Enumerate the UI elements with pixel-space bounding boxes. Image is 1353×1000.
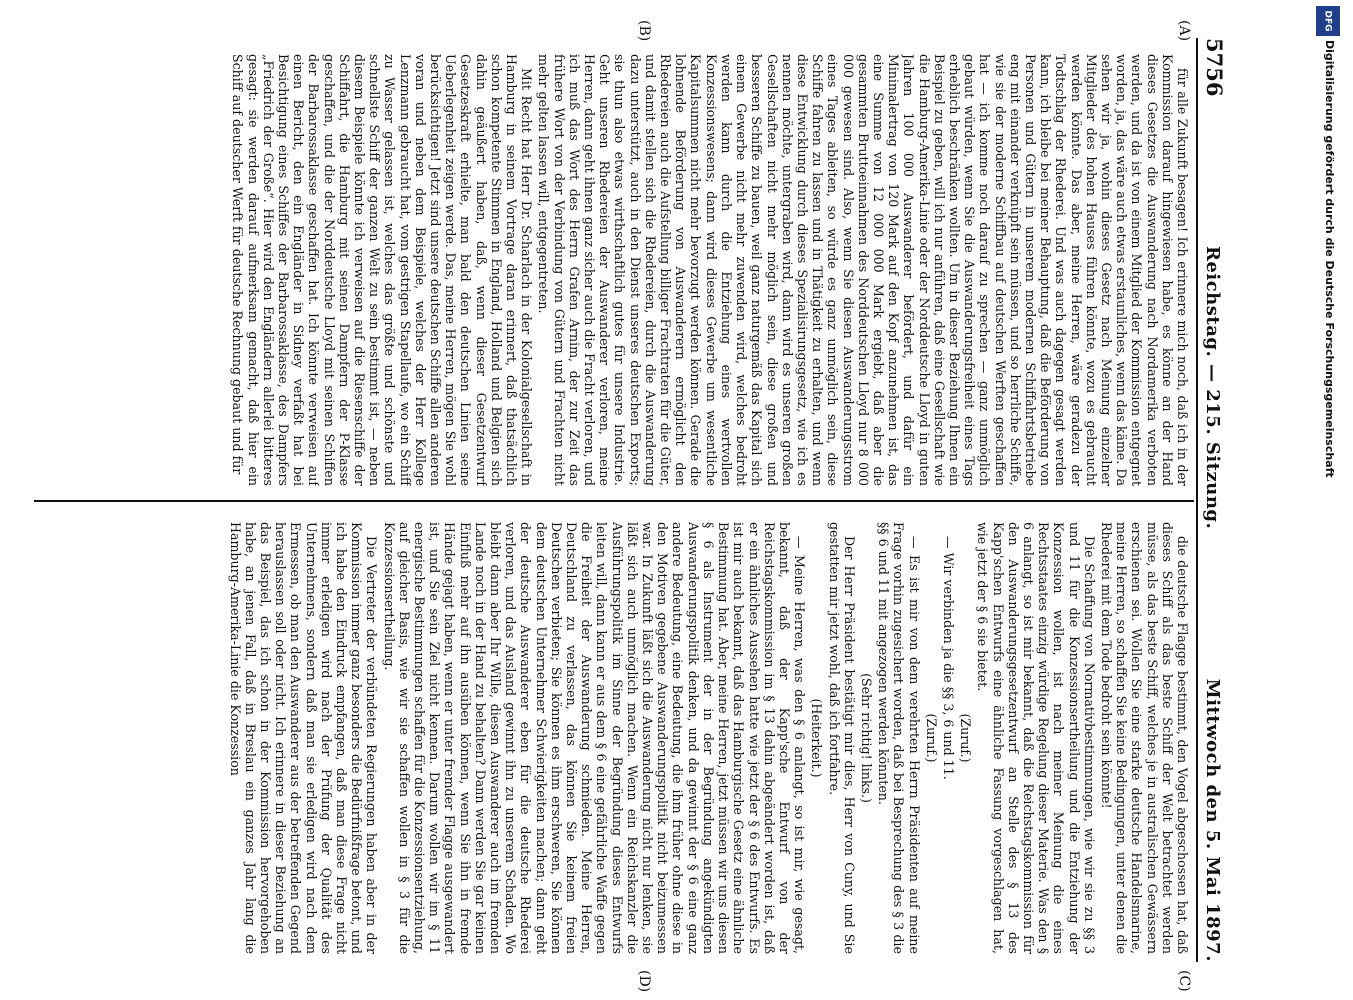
page-header xyxy=(1202,38,1232,962)
session-title: Reichstag. — 215. Sitzung. xyxy=(1202,245,1223,530)
margin-mark-d: (D) xyxy=(636,970,652,993)
margin-mark-c: (C) xyxy=(1176,970,1192,992)
paragraph: — Wir verbinden ja die §§ 3, 6 und 11. xyxy=(940,536,956,780)
paragraph: — Es ist mir von dem verehrten Herrn Präsidenten auf meine Frage vorhin zugesichert worden, daß bei Besprechung des § 3 die §§ 6 und 11 mit angezogen werden könnten. xyxy=(876,522,922,954)
interjection: (Sehr richtig! links.) xyxy=(858,673,874,803)
session-date: Mittwoch den 5. Mai 1897. xyxy=(1202,678,1223,962)
dfg-logo xyxy=(1316,6,1340,36)
paragraph: Die Schaffung von Normativbestimmungen, wie wir sie zu §§ 3 und 11 für die Konzessionsertheilung und die Entziehung der Konzession wollen, ist nach meiner Meinung die eines Rechtsstaates einzig würdige Regelung dieser Materie. Was den § 6 anlangt, so ist mir bekannt, daß die Reichstagskommission für den Auswanderungsgesetzentwurf an Stelle des § 13 des Kapp'schen Entwurfs eine ähnliche Fassung vorgeschlagen hat, wie jetzt der § 6 sie bietet. xyxy=(975,522,1097,954)
paragraph: die deutsche Flagge bestimmt, den Vogel abgeschossen hat, daß dieses Schiff als das beste Schiff der Welt betrachtet werden müsse, als das beste Schiff, welches je in australischen Gewässern erschienen sei. Wollen Sie eine starke deutsche Handelsmarine, meine Herren, so schaffen Sie keine Bedingungen, unter denen die Rhederei mit dem Tode bedroht sein könnte! xyxy=(1098,522,1190,954)
column-divider xyxy=(34,500,1194,502)
interjection: (Heiterkeit.) xyxy=(809,698,825,778)
paragraph: Die Vertreter der verbündeten Regierungen haben aber in der Kommission immer ganz besonders die Bedürfnißfrage betont, und ich habe den Eindruck empfangen, daß man diese Frage nicht immer erledigen wird nach der Prüfung der Qualität des Unternehmens, sondern daß man sie erledigen wird nach dem Ermessen, ob man den Auswanderer aus der betreffenden Gegend herauslassen soll oder nicht. Ich erinnere in dieser Beziehung an das Beispiel, das ich schon in der Kommission hervorgehoben habe, an jenen Fall, daß in Breslau ein ganzes Jahr lang die Hamburg-Amerika-Linie die Konzession xyxy=(227,522,380,954)
paragraph: Mit Recht hat Herr Dr. Scharlach in der Kolonialgesellschaft in Hamburg in seinem Vortrage daran erinnert, daß thatsächlich schon kompetente Stimmen in England, Holland und Belgien sich dahin geäußert haben, daß, wenn dieser Gesetzentwurf Gesetzeskraft erhielte, man bald den deutschen Linien seine Ueberlegenheit zeigen werde. Das, meine Herren, mögen Sie wohl berücksichtigen! Jetzt sind unsere deutschen Schiffe allen anderen voran und neben dem Beispiele, welches der Herr Kollege Lenzmann gebraucht hat, vom gestrigen Stapellaufe, wo ein Schiff zu Wasser gelassen ist, welches das größte und schönste und schnellste Schiff der ganzen Welt zu sein bestimmt ist, — neben diesem Beispiele könnte ich verweisen auf die Riesenschiffe der Schiffahrt, die Hamburg mit seinen Dampfern der P-Klasse geschaffen, und die der Norddeutsche Lloyd mit seinen Schiffen der Barbarossaklasse geschaffen hat. Ich könnte verweisen auf einen Bericht, den ein Engländer in Sidney verfaßt hat bei Besichtigung eines Schiffes der Barbarossaklasse, des Dampfers „Friedrich der Große“. Hier wird den Engländern allerlei bitteres gesagt: sie werden darauf aufmerksam gemacht, daß hier ein Schiff auf deutscher Werft für deutsche Rechnung gebaut und für xyxy=(230,54,535,486)
interjection: (Zuruf.) xyxy=(958,713,974,763)
dfg-logo-text: DFG xyxy=(1322,10,1333,32)
header-rule xyxy=(1196,38,1198,962)
credit-text: Digitalisierung gefördert durch die Deutsche Forschungsgemeinschaft xyxy=(1323,40,1336,478)
interjection: (Zuruf.) xyxy=(923,713,939,763)
paragraph: — Meine Herren, was den § 6 anlangt, so ist mir, wie gesagt, bekannt, daß der Kapp'sche Entwurf von der Reichstagskommission im § 13 dahin abgeändert worden ist, daß er ein ähnliches Aussehen hatte wie jetzt der § 6 des Entwurfs. Es ist mir auch bekannt, daß das Hamburgische Gesetz eine ähnliche Bestimmung hat. Aber, meine Herren, jetzt müssen wir uns diesen § 6 als Instrument der in der Begründung angekündigten Auswanderungspolitik denken, und da gewinnt der § 6 eine ganz andere Bedeutung, eine Bedeutung, die ihm früher ohne diese in den Motiven gegebene Auswanderungspolitik nicht beizumessen war. In Zukunft läßt sich die Auswanderung nicht nur lenken, sie läßt sich auch unmöglich machen. Wenn ein Reichskanzler die Ausführungspolitik im Sinne der Begründung dieses Entwurfs leiten will, dann kann er aus dem § 6 eine gefährliche Waffe gegen die Freiheit der Auswanderung schmieden. Meine Herren, Deutschland zu verlassen, das können Sie keinem freien Deutschen verbieten; Sie können es ihm erschweren, Sie können dem deutschen Unternehmer Schwierigkeiten machen; dann geht der deutsche Auswanderer eben für die deutsche Rhederei verloren, und das Ausland gewinnt ihn zu unserem Schaden. Wo bleibt dann aber Ihr Wille, diesen Auswanderer auch im fremden Lande noch in der Hand zu behalten? Dann werden Sie gar keinen Einfluß mehr auf ihn ausüben können, wenn Sie ihn in fremde Hände gejagt haben, wenn er unter fremder Flagge ausgewandert ist, und Sie sein Ziel nicht kennen. Darum wollen wir im § 11 energische Bestimmungen schaffen für die Konzessionsentziehung, auf gleicher Basis, wie wir sie schaffen wollen in § 3 für die Konzessionsertheilung. xyxy=(381,522,808,954)
left-column xyxy=(30,54,1190,486)
digitization-credit xyxy=(1318,40,1340,960)
paragraph: für alle Zukunft besagen! Ich erinnere mich noch, daß ich in der Kommission darauf hingewiesen habe, es könne an der Hand dieses Gesetzes die Auswanderung nach Nordamerika verboten werden, und da ist von einem Mitglied der Kommission entgegnet worden, ja, das wäre auch etwas erstaunliches, wenn das käme. Da sehen wir ja, wohin dieses Gesetz nach Meinung einzelner Mitglieder des hohen Hauses führen könnte, wozu es gebraucht werden könnte. Das aber, meine Herren, wäre geradezu der Todtschlag der Rhederei. Und was auch dagegen gesagt werden kann, ich bleibe bei meiner Behauptung, daß die Beförderung von Personen und Gütern in unserem modernen Schiffahrtsbetriebe eng mit einander verknüpft sein müssen, und so herrliche Schiffe, wie sie der moderne Schiffbau auf deutschen Werften geschaffen hat — ich komme noch darauf zu sprechen — ganz unmöglich gebaut würden, wenn Sie die Auswanderungsfreiheit eines Tags erheblich beschränken wollten. Um in dieser Beziehung Ihnen ein Beispiel zu geben, will ich nur anführen, daß eine Gesellschaft wie die Hamburg-Amerika-Linie oder der Norddeutsche Lloyd in guten Jahren 100 000 Auswanderer befördert, und dafür ein Minimalertrag von 120 Mark auf den Kopf anzunehmen ist, das eine Summe von 12 000 000 Mark ergiebt, daß aber die gesammten Bruttoeinnahmen des Norddeutschen Lloyd nur 8 000 000 gewesen sind. Also, wenn Sie diesen Auswanderungsstrom eines Tages ableiten, so würde es ganz unmöglich sein, diese Schiffe fahren zu lassen und in Thätigkeit zu erhalten, und wenn diese Entwicklung durch dieses Spezialisirungsgesetz, wie ich es nennen möchte, untergraben wird, dann wird es unseren großen Gesellschaften nicht mehr möglich sein, diese großen und besseren Schiffe zu bauen, weil ganz naturgemäß das Kapital sich einem Gewerbe nicht mehr zuwenden wird, welches bedroht werden kann durch die Entziehung eines wertvollen Konzessionswesens; dann wird dieses Gewerbe um wesentliche Kapitalsummen nicht mehr bevorzugt werden können. Gerade die lohnende Beförderung von Auswanderern ermöglicht den Rhedereien auch die Aufstellung billiger Frachtraten für die Güter, und damit stellen sich die Rhedereien, durch die Auswanderung dazu unterstützt, auch in den Dienst unseres deutschen Exports; sie thun also etwas wirthschaftlich gutes für unsere Industrie. Geht unseren Rhedereien der Auswanderer verloren, meine Herren, dann geht ihnen ganz sicher auch die Fracht verloren, und ich muß das Wort des Herrn Grafen Arnim, der zur Zeit das frühere Wort von der Verbindung von Gütern und Frachten nicht mehr gelten lassen will, entgegentreten. xyxy=(536,54,1190,486)
page-number: 5756 xyxy=(1202,38,1227,97)
margin-mark-b: (B) xyxy=(636,20,652,42)
margin-mark-a: (A) xyxy=(1176,20,1192,42)
paragraph: Der Herr Präsident bestätigt mir dies, Herr von Cuny, und Sie gestatten mir jetzt wohl, daß ich fortfahre. xyxy=(826,522,857,954)
right-column xyxy=(30,522,1190,954)
